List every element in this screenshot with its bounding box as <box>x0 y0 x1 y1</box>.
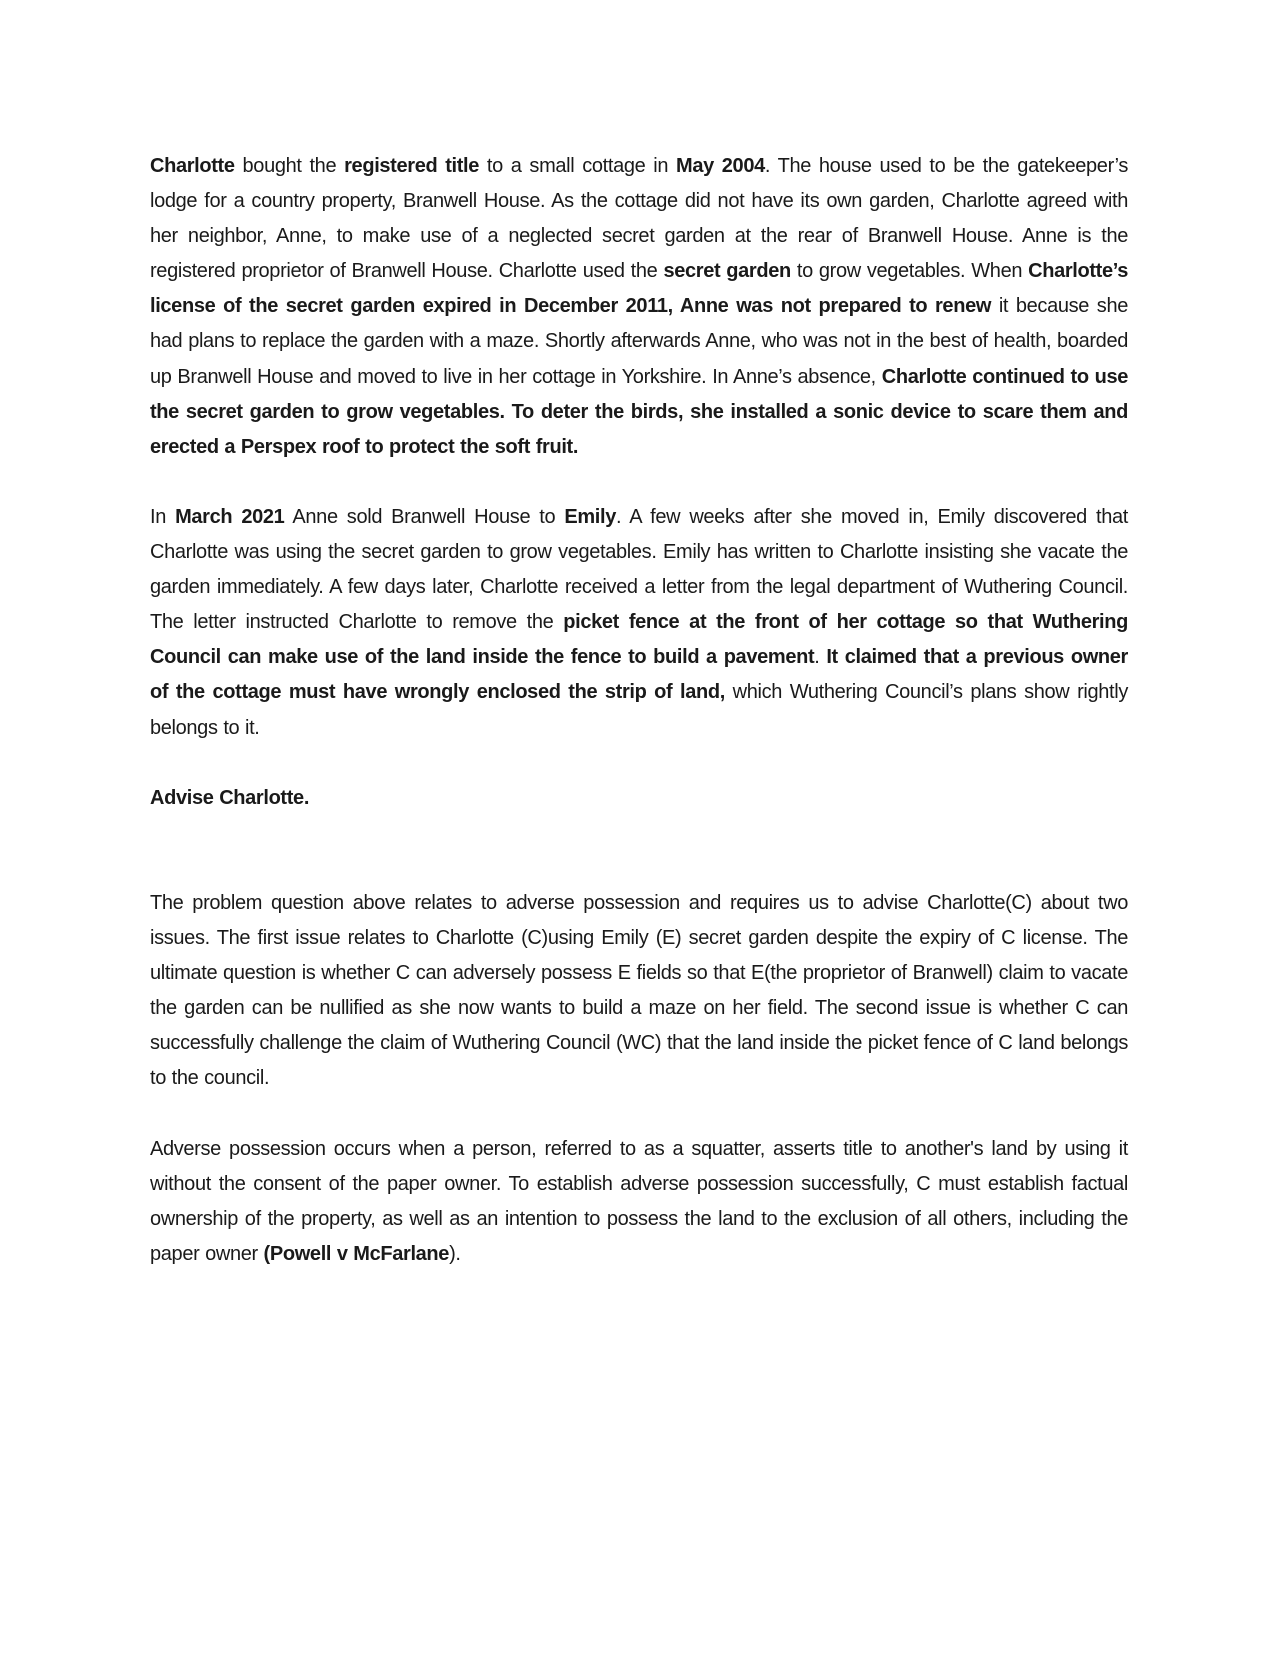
text-run: bought the <box>234 155 345 177</box>
paragraph-facts-1 <box>150 149 1128 465</box>
task-heading <box>150 781 1128 816</box>
text-run: picket fence at the front of her cottage so that Wuthering Council can make use of the land inside the fence to build a pavement <box>150 611 1128 669</box>
text-run: . The house used to be the gatekeeper’s lodge for a country property, Branwell House. As the cottage did not have its own garden, Charlotte agreed with her neighbor, Anne, to make use of a neglected secret garden at the rear of Branwell House. Anne is the registered proprietor of Branwell House. Charlotte used the <box>150 155 1129 283</box>
text-run: which Wuthering Council’s plans show rightly belongs to it. <box>150 681 1128 739</box>
text-run: Emily <box>564 505 616 528</box>
paragraph-answer-intro <box>150 886 1128 1097</box>
text-run: Anne sold Branwell House to <box>284 505 565 528</box>
text-run: registered title <box>344 155 480 177</box>
text-run: Charlotte <box>150 155 235 177</box>
text-run: March 2021 <box>175 505 285 528</box>
text-run: Adverse possession occurs when a person, referred to as a squatter, asserts title to another's land by using it without the consent of the paper owner. To establish adverse possession successfully, C must establish factual ownership of the property, as well as an intention to possess the land to the exclusion of all others, including the paper owner <box>150 1137 1128 1265</box>
text-run: . A few weeks after she moved in, Emily discovered that Charlotte was using the secret garden to grow vegetables. Emily has written to Charlotte insisting she vacate the garden immediately. A few days later, Charlotte received a letter from the legal department of Wuthering Council. The letter instructed Charlotte to remove the <box>150 505 1128 634</box>
text-run: The problem question above relates to adverse possession and requires us to advise Charlotte(C) about two issues. The first issue relates to Charlotte (C)using Emily (E) secret garden despite the expiry of C license. The ultimate question is whether C can adversely possess E fields so that E(the proprietor of Branwell) claim to vacate the garden can be nullified as she now wants to build a maze on her field. The second issue is whether C can successfully challenge the claim of Wuthering Council (WC) that the land inside the picket fence of C land belongs to the council. <box>150 891 1128 1090</box>
case-citation: (Powell v McFarlane <box>263 1242 450 1265</box>
paragraph-facts-2 <box>150 500 1128 746</box>
text-run: to a small cottage in <box>479 155 677 177</box>
text-run: it because she had plans to replace the garden with a maze. Shortly afterwards Anne, who was not in the best of health, boarded up Branwell House and moved to live in her cottage in Yorkshire. In Anne’s absence, <box>150 295 1128 388</box>
text-run: In <box>150 505 176 528</box>
text-run: It claimed that a previous owner of the cottage must have wrongly enclosed the strip of land, <box>150 646 1128 704</box>
text-run: Advise Charlotte. <box>150 786 310 809</box>
text-run: May 2004 <box>676 155 765 177</box>
paragraph-answer-definition <box>150 1132 1128 1272</box>
text-run: secret garden <box>663 260 791 283</box>
text-run: . <box>814 646 827 669</box>
text-run: ). <box>449 1242 461 1265</box>
document-body <box>150 149 1128 1307</box>
text-run: to grow vegetables. When <box>790 260 1029 283</box>
text-run: Charlotte continued to use the secret garden to grow vegetables. To deter the birds, she installed a sonic device to scare them and erected a Perspex roof to protect the soft fruit. <box>150 365 1128 458</box>
text-run: Charlotte’s license of the secret garden expired in December 2011, Anne was not prepared to renew <box>150 260 1128 318</box>
